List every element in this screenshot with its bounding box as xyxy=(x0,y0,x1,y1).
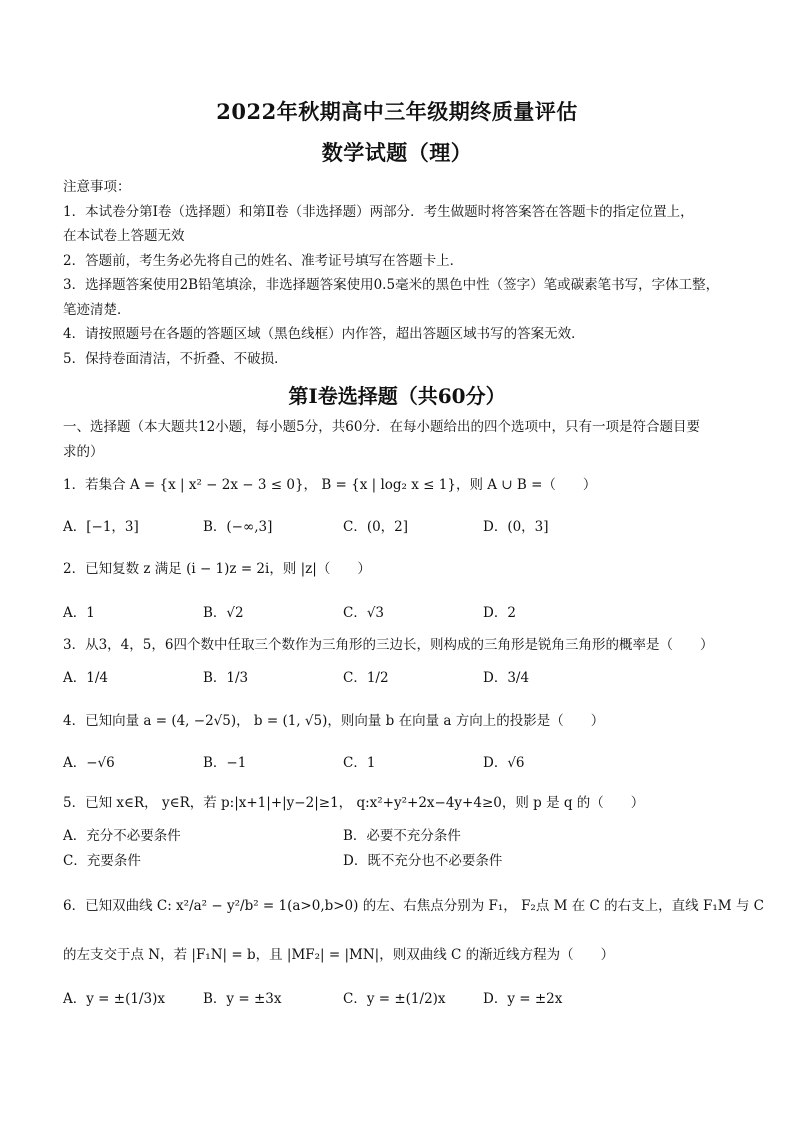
question-6-stem-line-1: 6．已知双曲线 C: x²/a² − y²/b² = 1(a>0,b>0) 的左、右焦点分别为 F₁， F₂点 M 在 C 的右支上，直线 F₁M 与 C xyxy=(63,898,764,914)
note-line: 2．答题前，考生务必先将自己的姓名、准考证号填写在答题卡上． xyxy=(63,252,464,269)
note-line: 1．本试卷分第Ⅰ卷（选择题）和第Ⅱ卷（非选择题）两部分．考生做题时将答案答在答题卡的指定位置上， xyxy=(63,203,694,220)
question-3-option-d[interactable]: D．3/4 xyxy=(483,670,530,686)
notes-heading: 注意事项： xyxy=(63,179,131,195)
question-2-option-d[interactable]: D．2 xyxy=(483,605,516,621)
question-2-option-b[interactable]: B．√2 xyxy=(203,605,244,621)
section-intro-line: 一、选择题（本大题共12小题，每小题5分，共60分．在每小题给出的四个选项中，只有一项是符合题目要 xyxy=(63,419,700,435)
question-4-option-d[interactable]: D．√6 xyxy=(483,755,525,771)
question-5-stem: 5．已知 x∈R， y∈R，若 p:|x+1|+|y−2|≥1， q:x²+y²+2x−4y+4≥0，则 p 是 q 的（ ） xyxy=(63,795,645,811)
question-5-option-b[interactable]: B．必要不充分条件 xyxy=(343,828,461,844)
question-4-option-c[interactable]: C．1 xyxy=(343,755,376,771)
note-line: 5．保持卷面清洁，不折叠、不破损． xyxy=(63,350,288,367)
question-3-option-b[interactable]: B．1/3 xyxy=(203,670,249,686)
question-5-option-d[interactable]: D．既不充分也不必要条件 xyxy=(343,853,503,869)
question-3-option-a[interactable]: A．1/4 xyxy=(63,670,108,686)
question-5-option-c[interactable]: C．充要条件 xyxy=(63,853,141,869)
question-6-option-b[interactable]: B．y = ±3x xyxy=(203,991,282,1007)
question-1-stem: 1．若集合 A = {x | x² − 2x − 3 ≤ 0}， B = {x | log₂ x ≤ 1}，则 A ∪ B =（ ） xyxy=(63,477,597,493)
question-2-option-a[interactable]: A．1 xyxy=(63,605,95,621)
question-2-stem: 2．已知复数 z 满足 (i − 1)z = 2i，则 |z|（ ） xyxy=(63,561,371,577)
notes-block xyxy=(63,175,743,371)
question-3-stem: 3．从3，4，5，6四个数中任取三个数作为三角形的三边长，则构成的三角形是锐角三角形的概率是（ ） xyxy=(63,637,714,653)
question-1-option-d[interactable]: D．(0，3] xyxy=(483,519,549,535)
question-6-option-d[interactable]: D．y = ±2x xyxy=(483,991,563,1007)
question-4-option-a[interactable]: A．−√6 xyxy=(63,755,115,771)
note-line: 笔迹清楚． xyxy=(63,301,131,318)
note-line: 在本试卷上答题无效 xyxy=(63,228,185,244)
question-1-option-c[interactable]: C．(0，2] xyxy=(343,519,409,535)
section-title: 第Ⅰ卷选择题（共60分） xyxy=(288,384,506,408)
question-1-option-a[interactable]: A．[−1，3] xyxy=(63,519,139,535)
note-line: 3．选择题答案使用2B铅笔填涂，非选择题答案使用0.5毫米的黑色中性（签字）笔或碳素笔书写，字体工整， xyxy=(63,277,720,293)
question-4-option-b[interactable]: B．−1 xyxy=(203,755,247,771)
question-5-option-a[interactable]: A．充分不必要条件 xyxy=(63,828,181,844)
exam-subtitle: 数学试题（理） xyxy=(321,140,473,165)
question-4-stem: 4．已知向量 a = (4, −2√5)， b = (1, √5)，则向量 b 在向量 a 方向上的投影是（ ） xyxy=(63,713,605,729)
question-3-option-c[interactable]: C．1/2 xyxy=(343,670,389,686)
question-6-option-a[interactable]: A．y = ±(1/3)x xyxy=(63,991,165,1007)
question-1-option-b[interactable]: B．(−∞,3] xyxy=(203,519,273,535)
question-6-option-c[interactable]: C．y = ±(1/2)x xyxy=(343,991,446,1007)
question-6-stem-line-2: 的左支交于点 N，若 |F₁N| = b，且 |MF₂| = |MN|，则双曲线 C 的渐近线方程为（ ） xyxy=(63,947,615,963)
exam-title: 2022年秋期高中三年级期终质量评估 xyxy=(216,99,578,124)
question-2-option-c[interactable]: C．√3 xyxy=(343,605,385,621)
section-intro-line: 求的） xyxy=(63,444,104,460)
note-line: 4．请按照题号在各题的答题区域（黑色线框）内作答，超出答题区域书写的答案无效． xyxy=(63,326,585,342)
